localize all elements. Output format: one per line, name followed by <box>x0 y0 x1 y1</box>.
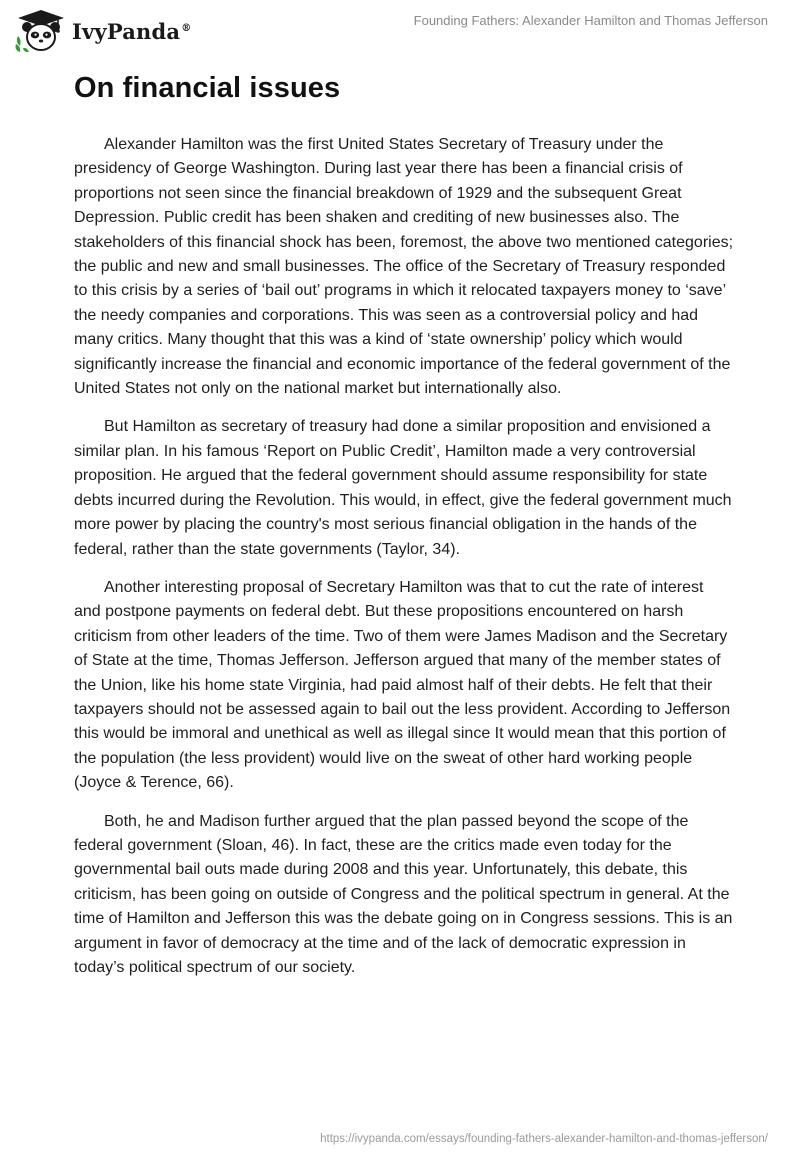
article-body <box>74 133 734 994</box>
panda-graduation-cap-icon <box>14 8 68 54</box>
registered-mark: ® <box>181 22 192 34</box>
paragraph-4: Both, he and Madison further argued that the plan passed beyond the scope of the federal government (Sloan, 46). In fact, these are the critics made even today for the governmental bail outs made during 2008 and this year. Unfortunately, this debate, this criticism, has been going on outside of Congress and the political spectrum in general. At the time of Hamilton and Jefferson this was the debate going on in Congress sessions. This is an argument in favor of democracy at the time and of the lack of democratic expression in today’s political spectrum of our society. <box>74 812 733 976</box>
page-header <box>0 0 800 60</box>
document-title: Founding Fathers: Alexander Hamilton and Thomas Jefferson <box>413 13 768 28</box>
brand-name: IvyPanda® <box>72 18 192 44</box>
paragraph-1: Alexander Hamilton was the first United States Secretary of Treasury under the presidency of George Washington. During last year there has been a financial crisis of proportions not seen since the financial breakdown of 1929 and the subsequent Great Depression. Public credit has been shaken and crediting of new businesses also. The stakeholders of this financial shock has been, foremost, the above two mentioned categories; the public and new and small businesses. The office of the Secretary of Treasury responded to this crisis by a series of ‘bail out’ programs in which it relocated taxpayers money to ‘save’ the needy companies and corporations. This was seen as a controversial policy and had many critics. Many thought that this was a kind of ‘state ownership’ policy which would significantly increase the financial and economic importance of the federal government of the United States not only on the national market but internationally also. <box>74 136 734 398</box>
brand-logo[interactable] <box>14 8 191 54</box>
section-heading: On financial issues <box>74 72 341 104</box>
source-url[interactable]: https://ivypanda.com/essays/founding-fathers-alexander-hamilton-and-thomas-jefferson/ <box>320 1133 768 1145</box>
paragraph-2: But Hamilton as secretary of treasury had done a similar proposition and envisioned a similar plan. In his famous ‘Report on Public Credit’, Hamilton made a very controversial proposition. He argued that the federal government should assume responsibility for state debts incurred during the Revolution. This would, in effect, give the federal government much more power by placing the country's most serious financial obligation in the hands of the federal, rather than the state governments (Taylor, 34). <box>74 418 732 558</box>
paragraph-3: Another interesting proposal of Secretary Hamilton was that to cut the rate of interest and postpone payments on federal debt. But these propositions encountered on harsh criticism from other leaders of the time. Two of them were James Madison and the Secretary of State at the time, Thomas Jefferson. Jefferson argued that many of the member states of the Union, like his home state Virginia, had paid almost half of their debts. He felt that their taxpayers should not be assessed again to bail out the less provident. According to Jefferson this would be immoral and unethical as well as illegal since It would mean that this portion of the population (the less provident) would live on the sweat of other hard working people (Joyce & Terence, 66). <box>74 578 731 792</box>
